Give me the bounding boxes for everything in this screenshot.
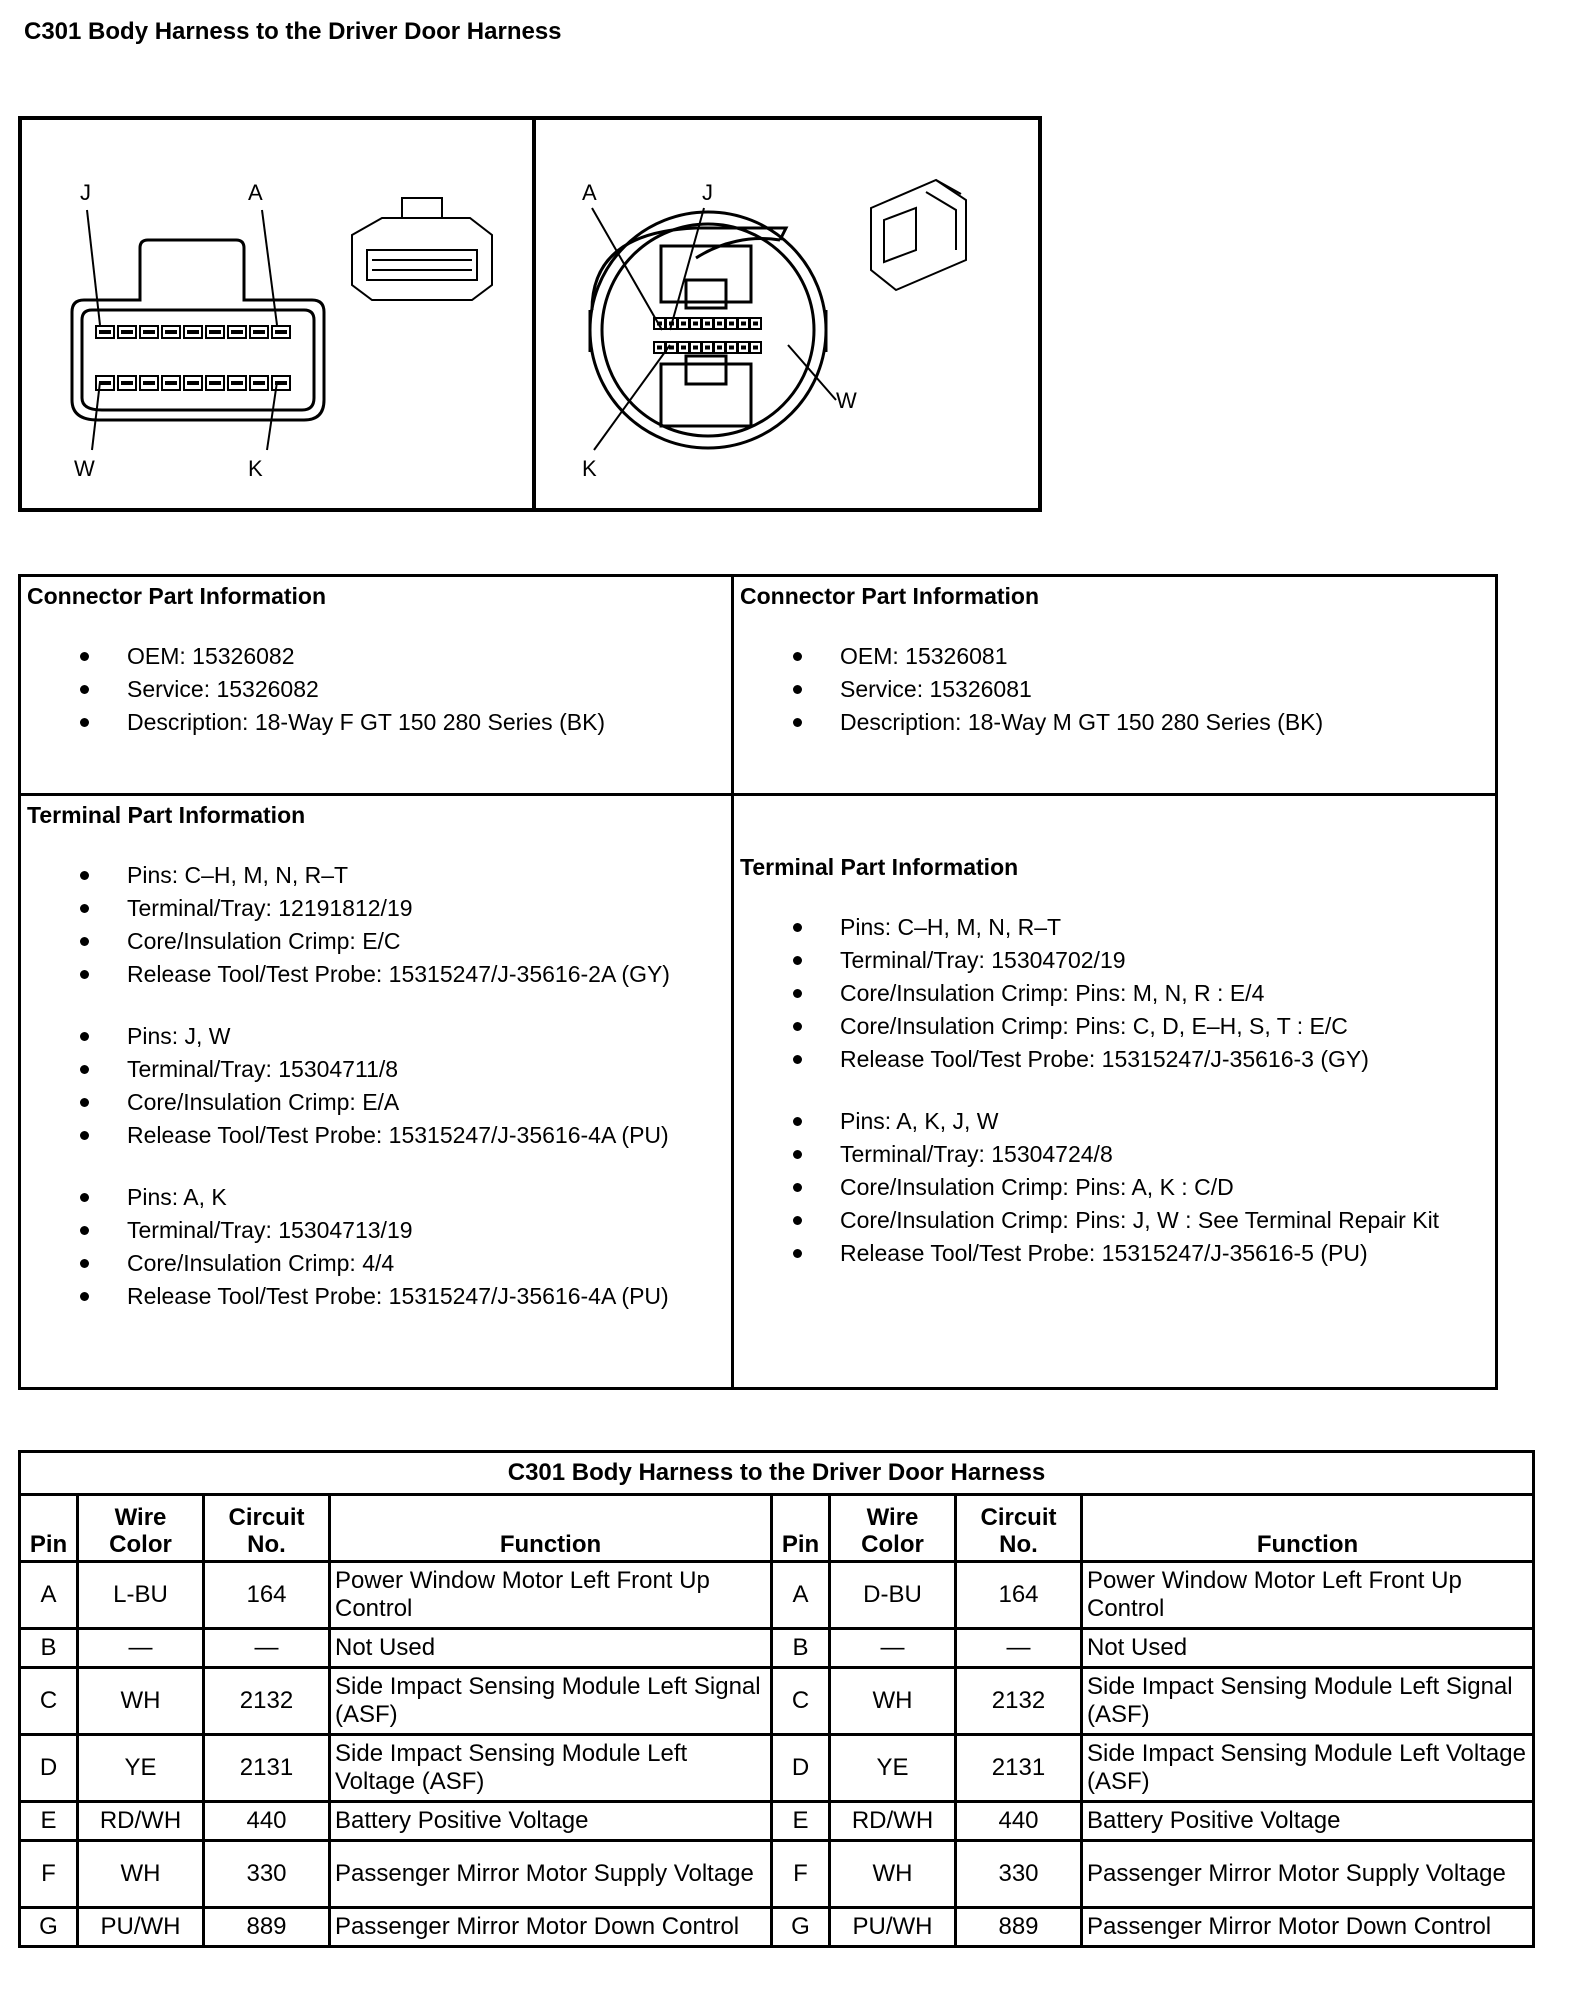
section-heading: Terminal Part Information	[27, 802, 306, 828]
column-header-pin: Pin	[772, 1495, 830, 1562]
terminal-pin	[275, 330, 287, 334]
terminal-pin	[165, 381, 177, 385]
list-item: Pins: J, W	[127, 1020, 725, 1053]
page-title: C301 Body Harness to the Driver Door Harness	[24, 18, 562, 45]
pin-label-k: K	[582, 456, 597, 481]
terminal-pin	[693, 322, 698, 326]
pin-label-w: W	[74, 456, 95, 481]
terminal-pin	[121, 381, 133, 385]
list-item: Core/Insulation Crimp: E/A	[127, 1086, 725, 1119]
list-item: Core/Insulation Crimp: Pins: A, K : C/D	[840, 1171, 1489, 1204]
male-connector-face-diagram	[536, 120, 1038, 508]
terminal-pin	[231, 330, 243, 334]
pin-row-top	[96, 326, 290, 338]
terminal-pin	[705, 346, 710, 350]
connector-diagram-panel	[18, 116, 1042, 512]
list-item: OEM: 15326082	[127, 640, 725, 673]
terminal-pin	[681, 346, 686, 350]
list-item: Terminal/Tray: 12191812/19	[127, 892, 725, 925]
list-item: Core/Insulation Crimp: E/C	[127, 925, 725, 958]
list-item: Description: 18-Way M GT 150 280 Series (BK)	[840, 706, 1489, 739]
pin-label-j: J	[702, 180, 713, 205]
column-header-circuit-no: Circuit No.	[204, 1495, 330, 1562]
list-item: Terminal/Tray: 15304724/8	[840, 1138, 1489, 1171]
list-item: Service: 15326082	[127, 673, 725, 706]
list-item: Pins: C–H, M, N, R–T	[840, 911, 1489, 944]
table-row: E RD/WH 440 Battery Positive Voltage E RD/WH 440 Battery Positive Voltage	[20, 1802, 1534, 1841]
table-row: B — — Not Used B — — Not Used	[20, 1629, 1534, 1668]
terminal-pin	[729, 346, 734, 350]
terminal-pin	[253, 381, 265, 385]
table-caption: C301 Body Harness to the Driver Door Harness	[20, 1452, 1534, 1495]
list-item: Release Tool/Test Probe: 15315247/J-35616-4A (PU)	[127, 1280, 725, 1313]
part-information-table	[18, 574, 1498, 1390]
section-heading: Terminal Part Information	[740, 854, 1019, 880]
female-connector-3d-icon	[352, 198, 492, 300]
terminal-pin	[741, 322, 746, 326]
pin-label-a: A	[582, 180, 597, 205]
pin-assignment-table	[18, 1450, 1535, 1948]
column-header-function: Function	[1082, 1495, 1534, 1562]
list-item: Pins: A, K	[127, 1181, 725, 1214]
table-row: C WH 2132 Side Impact Sensing Module Left Signal (ASF) C WH 2132 Side Impact Sensing Module Left Signal (ASF)	[20, 1668, 1534, 1735]
list-item: Pins: A, K, J, W	[840, 1105, 1489, 1138]
section-heading: Connector Part Information	[740, 583, 1040, 609]
list-item: Terminal/Tray: 15304711/8	[127, 1053, 725, 1086]
pin-label-a: A	[248, 180, 263, 205]
terminal-info-right	[734, 796, 1495, 1390]
list-item: Release Tool/Test Probe: 15315247/J-35616-3 (GY)	[840, 1043, 1489, 1076]
terminal-pin	[121, 330, 133, 334]
terminal-pin	[209, 330, 221, 334]
terminal-pin	[681, 322, 686, 326]
connector-info-right	[734, 577, 1495, 793]
terminal-pin	[753, 346, 758, 350]
list-item: Core/Insulation Crimp: Pins: M, N, R : E/4	[840, 977, 1489, 1010]
column-header-circuit-no: Circuit No.	[956, 1495, 1082, 1562]
terminal-pin	[187, 381, 199, 385]
terminal-pin	[209, 381, 221, 385]
list-item: Core/Insulation Crimp: Pins: C, D, E–H, S, T : E/C	[840, 1010, 1489, 1043]
list-item: Terminal/Tray: 15304702/19	[840, 944, 1489, 977]
pin-row-bottom	[96, 376, 290, 390]
list-item: Core/Insulation Crimp: Pins: J, W : See Terminal Repair Kit	[840, 1204, 1489, 1237]
male-connector-3d-icon	[871, 180, 966, 290]
terminal-pin	[717, 322, 722, 326]
list-item: Service: 15326081	[840, 673, 1489, 706]
connector-info-left	[21, 577, 731, 793]
terminal-pin	[143, 330, 155, 334]
terminal-pin	[187, 330, 199, 334]
pin-label-j: J	[80, 180, 91, 205]
list-item: Release Tool/Test Probe: 15315247/J-35616-2A (GY)	[127, 958, 725, 991]
terminal-pin	[231, 381, 243, 385]
list-item: Core/Insulation Crimp: 4/4	[127, 1247, 725, 1280]
column-header-wire-color: Wire Color	[830, 1495, 956, 1562]
terminal-pin	[717, 346, 722, 350]
pin-label-w: W	[836, 388, 857, 413]
terminal-pin	[729, 322, 734, 326]
column-header-wire-color: Wire Color	[78, 1495, 204, 1562]
terminal-pin	[753, 322, 758, 326]
terminal-pin	[705, 322, 710, 326]
list-item: Description: 18-Way F GT 150 280 Series (BK)	[127, 706, 725, 739]
column-header-pin: Pin	[20, 1495, 78, 1562]
list-item: Terminal/Tray: 15304713/19	[127, 1214, 725, 1247]
terminal-pin	[657, 346, 662, 350]
female-connector-face-diagram	[22, 120, 532, 508]
list-item: Pins: C–H, M, N, R–T	[127, 859, 725, 892]
list-item: Release Tool/Test Probe: 15315247/J-35616-5 (PU)	[840, 1237, 1489, 1270]
table-row: G PU/WH 889 Passenger Mirror Motor Down Control G PU/WH 889 Passenger Mirror Motor Down Control	[20, 1908, 1534, 1947]
terminal-pin	[741, 346, 746, 350]
terminal-pin	[693, 346, 698, 350]
section-heading: Connector Part Information	[27, 583, 327, 609]
terminal-pin	[143, 381, 155, 385]
list-item: Release Tool/Test Probe: 15315247/J-35616-4A (PU)	[127, 1119, 725, 1152]
table-row: D YE 2131 Side Impact Sensing Module Left Voltage (ASF) D YE 2131 Side Impact Sensing Module Left Voltage (ASF)	[20, 1735, 1534, 1802]
pin-label-k: K	[248, 456, 263, 481]
terminal-info-left	[21, 796, 731, 1390]
terminal-pin	[253, 330, 265, 334]
pin-row-bottom	[654, 342, 761, 353]
table-row: A L-BU 164 Power Window Motor Left Front Up Control A D-BU 164 Power Window Motor Left Front Up Control	[20, 1562, 1534, 1629]
list-item: OEM: 15326081	[840, 640, 1489, 673]
column-header-function: Function	[330, 1495, 772, 1562]
terminal-pin	[165, 330, 177, 334]
terminal-pin	[99, 330, 111, 334]
table-row: F WH 330 Passenger Mirror Motor Supply Voltage F WH 330 Passenger Mirror Motor Supply Voltage	[20, 1841, 1534, 1908]
